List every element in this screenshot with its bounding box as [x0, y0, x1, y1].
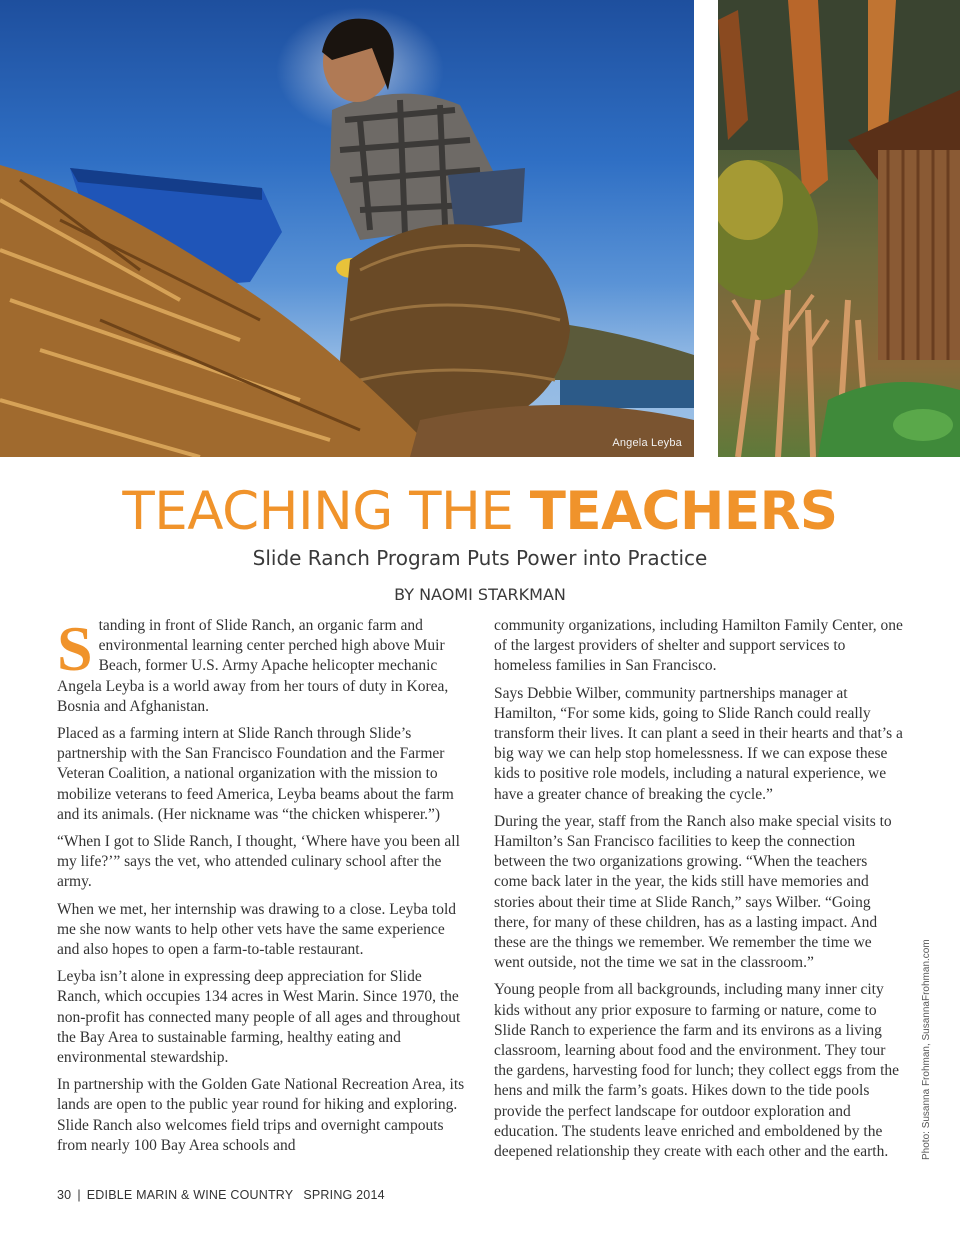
paragraph: “When I got to Slide Ranch, I thought, ‘Where have you been all my life?’” says the vet, who attended culinary school after the army. [57, 833, 460, 891]
article-headline [0, 480, 960, 544]
article-byline: BY NAOMI STARKMAN [394, 585, 566, 604]
footer-separator: | [77, 1188, 81, 1202]
side-photo-illustration [718, 0, 960, 457]
page-number: 30 [57, 1188, 72, 1202]
paragraph: Leyba isn’t alone in expressing deep appreciation for Slide Ranch, which occupies 134 acres in West Marin. Since 1970, the non-profit has connected many people of all ages and throughout the Bay Area to sustainable farming, healthy eating and environmental stewardship. [57, 968, 461, 1067]
publication-name: EDIBLE MARIN & WINE COUNTRY [86, 1188, 294, 1202]
paragraph: When we met, her internship was drawing to a close. Leyba told me she now wants to help other vets have the same experience and also hopes to open a farm-to-table restaurant. [57, 900, 457, 959]
issue-label: SPRING 2014 [303, 1188, 385, 1202]
article-subtitle: Slide Ranch Program Puts Power into Practice [252, 546, 708, 570]
photo-credit: Angela Leyba [612, 437, 682, 449]
side-photo [718, 0, 960, 457]
headline-light: TEACHING THE [122, 481, 530, 542]
main-photo [0, 0, 694, 457]
paragraph [57, 613, 467, 717]
page-footer [57, 1188, 385, 1202]
paragraph: Says Debbie Wilber, community partnerships manager at Hamilton, “For some kids, going to Slide Ranch could really transform their lives. It can plant a seed in their hearts and that’s a big way we can help stop homelessness. If we can expose these kids to positive role models, including a natural experience, we have a greater chance of breaking the cycle.” [494, 684, 903, 803]
paragraph-text: tanding in front of Slide Ranch, an organic farm and environmental learning center perched high above Muir Beach, former U.S. Army Apache helicopter mechanic Angela Leyba is a world away from her tours of duty in Korea, Bosnia and Afghanistan. [57, 617, 449, 715]
paragraph: In partnership with the Golden Gate National Recreation Area, its lands are open to the public year round for hiking and exploring. Slide Ranch also welcomes field trips and overnight campouts from nearly 100 Bay Area schools and [57, 1076, 465, 1154]
paragraph: community organizations, including Hamilton Family Center, one of the largest providers of shelter and support services to homeless families in San Francisco. [494, 617, 903, 675]
paragraph: Young people from all backgrounds, including many inner city kids without any prior exposure to farming or nature, come to Slide Ranch to experience the farm and its environs as a living classroom, learning about food and the environment. They tour the gardens, harvesting food for lunch; they collect eggs from the hens and milk the farm’s goats. Hikes down to the tide pools provide the perfect landscape for outdoor exploration and education. The students leave enriched and emboldened by the deepened relationship they create with each other and the earth. [494, 981, 900, 1161]
headline-bold: TEACHERS [529, 481, 838, 542]
side-photo-credit: Photo: Susanna Frohman, SusannaFrohman.com [921, 939, 932, 1160]
drop-cap: S [57, 613, 93, 684]
main-photo-illustration [0, 0, 694, 457]
article-column-left [57, 613, 467, 1163]
paragraph: Placed as a farming intern at Slide Ranch through Slide’s partnership with the San Francisco Foundation and the Farmer Veteran Coalition, a national organization with the mission to mobilize veterans to feed America, Leyba beams about the farm and its animals. (Her nickname was “the chicken whisperer.”) [57, 725, 454, 823]
paragraph: During the year, staff from the Ranch also make special visits to Hamilton’s San Francisco facilities to keep the connection between the two organizations growing. “When the teachers come back later in the year, the kids still have memories and stories about their time at Slide Ranch,” says Wilber. “Going there, for many of these children, has as a lasting impact. And these are the things we remember. We remember the time we went outside, not the time we sat in the classroom.” [494, 812, 892, 972]
article-column-right [494, 616, 904, 1169]
